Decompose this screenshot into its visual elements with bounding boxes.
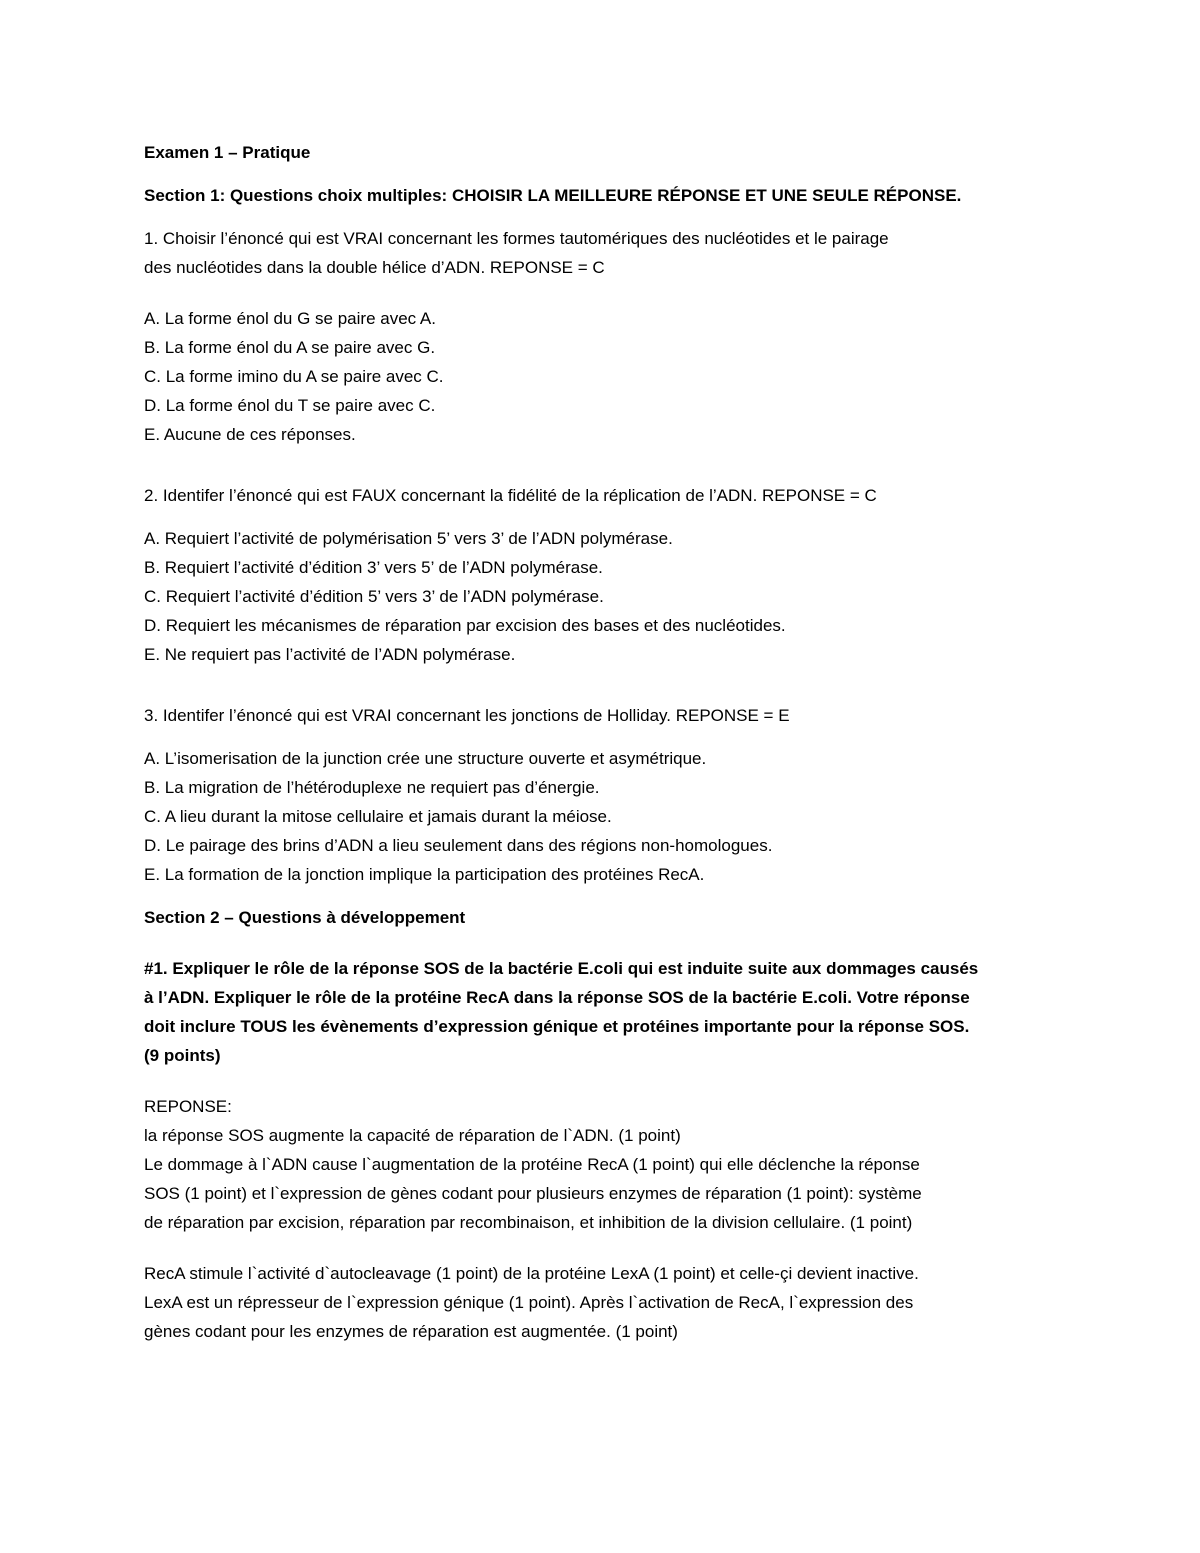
question-1-option-d: D. La forme énol du T se paire avec C. [144,396,436,415]
section2-question-line-4: (9 points) [144,1046,221,1065]
answer-label: REPONSE: [144,1097,232,1116]
question-3-option-a: A. L’isomerisation de la junction crée une structure ouverte et asymétrique. [144,749,707,768]
question-3 [144,701,1064,889]
answer-para1-line-2: Le dommage à l`ADN cause l`augmentation de la protéine RecA (1 point) qui elle déclenche la réponse [144,1155,920,1174]
document-title: Examen 1 – Pratique [144,143,311,162]
question-1-line-2: des nucléotides dans la double hélice d’ADN. REPONSE = C [144,258,605,277]
question-2 [144,481,1064,669]
answer-para2-line-3: gènes codant pour les enzymes de réparation est augmentée. (1 point) [144,1322,678,1341]
answer-para2-line-2: LexA est un répresseur de l`expression génique (1 point). Après l`activation de RecA, l`expression des [144,1293,914,1312]
answer-para2-line-1: RecA stimule l`activité d`autocleavage (1 point) de la protéine LexA (1 point) et celle-çi devient inactive. [144,1264,919,1283]
question-2-option-c: C. Requiert l’activité d’édition 5’ vers 3’ de l’ADN polymérase. [144,587,604,606]
question-3-option-e: E. La formation de la jonction implique la participation des protéines RecA. [144,865,705,884]
question-2-option-e: E. Ne requiert pas l’activité de l’ADN polymérase. [144,645,516,664]
question-1-option-e: E. Aucune de ces réponses. [144,425,356,444]
answer-para1-line-4: de réparation par excision, réparation par recombinaison, et inhibition de la division cellulaire. (1 point) [144,1213,913,1232]
question-1-option-c: C. La forme imino du A se paire avec C. [144,367,444,386]
question-3-option-b: B. La migration de l’hétéroduplexe ne requiert pas d’énergie. [144,778,600,797]
section2-question-line-2: à l’ADN. Expliquer le rôle de la protéine RecA dans la réponse SOS de la bactérie E.coli. Votre réponse [144,988,970,1007]
question-1-option-a: A. La forme énol du G se paire avec A. [144,309,436,328]
section1-heading: Section 1: Questions choix multiples: CHOISIR LA MEILLEURE RÉPONSE ET UNE SEULE RÉPONSE. [144,186,962,205]
question-2-line-1: 2. Identifer l’énoncé qui est FAUX concernant la fidélité de la réplication de l’ADN. REPONSE = C [144,486,877,505]
question-2-option-a: A. Requiert l’activité de polymérisation 5’ vers 3’ de l’ADN polymérase. [144,529,673,548]
section2-question-line-1: #1. Expliquer le rôle de la réponse SOS de la bactérie E.coli qui est induite suite aux dommages causés [144,959,979,978]
answer-para1-line-1: la réponse SOS augmente la capacité de réparation de l`ADN. (1 point) [144,1126,681,1145]
question-1-option-b: B. La forme énol du A se paire avec G. [144,338,436,357]
section2-question-1 [144,954,1064,1070]
question-1-line-1: 1. Choisir l’énoncé qui est VRAI concernant les formes tautomériques des nucléotides et le pairage [144,229,889,248]
question-1 [144,224,1064,449]
question-2-option-b: B. Requiert l’activité d’édition 3’ vers 5’ de l’ADN polymérase. [144,558,603,577]
answer-para1-line-3: SOS (1 point) et l`expression de gènes codant pour plusieurs enzymes de réparation (1 point): système [144,1184,922,1203]
section2-question-line-3: doit inclure TOUS les évènements d’expression génique et protéines importante pour la réponse SOS. [144,1017,970,1036]
section2-heading: Section 2 – Questions à développement [144,908,466,927]
section2-answer [144,1092,1064,1346]
question-3-option-d: D. Le pairage des brins d’ADN a lieu seulement dans des régions non-homologues. [144,836,773,855]
document-page [144,138,1064,1346]
question-3-option-c: C. A lieu durant la mitose cellulaire et jamais durant la méiose. [144,807,612,826]
question-3-line-1: 3. Identifer l’énoncé qui est VRAI concernant les jonctions de Holliday. REPONSE = E [144,706,790,725]
question-2-option-d: D. Requiert les mécanismes de réparation par excision des bases et des nucléotides. [144,616,786,635]
